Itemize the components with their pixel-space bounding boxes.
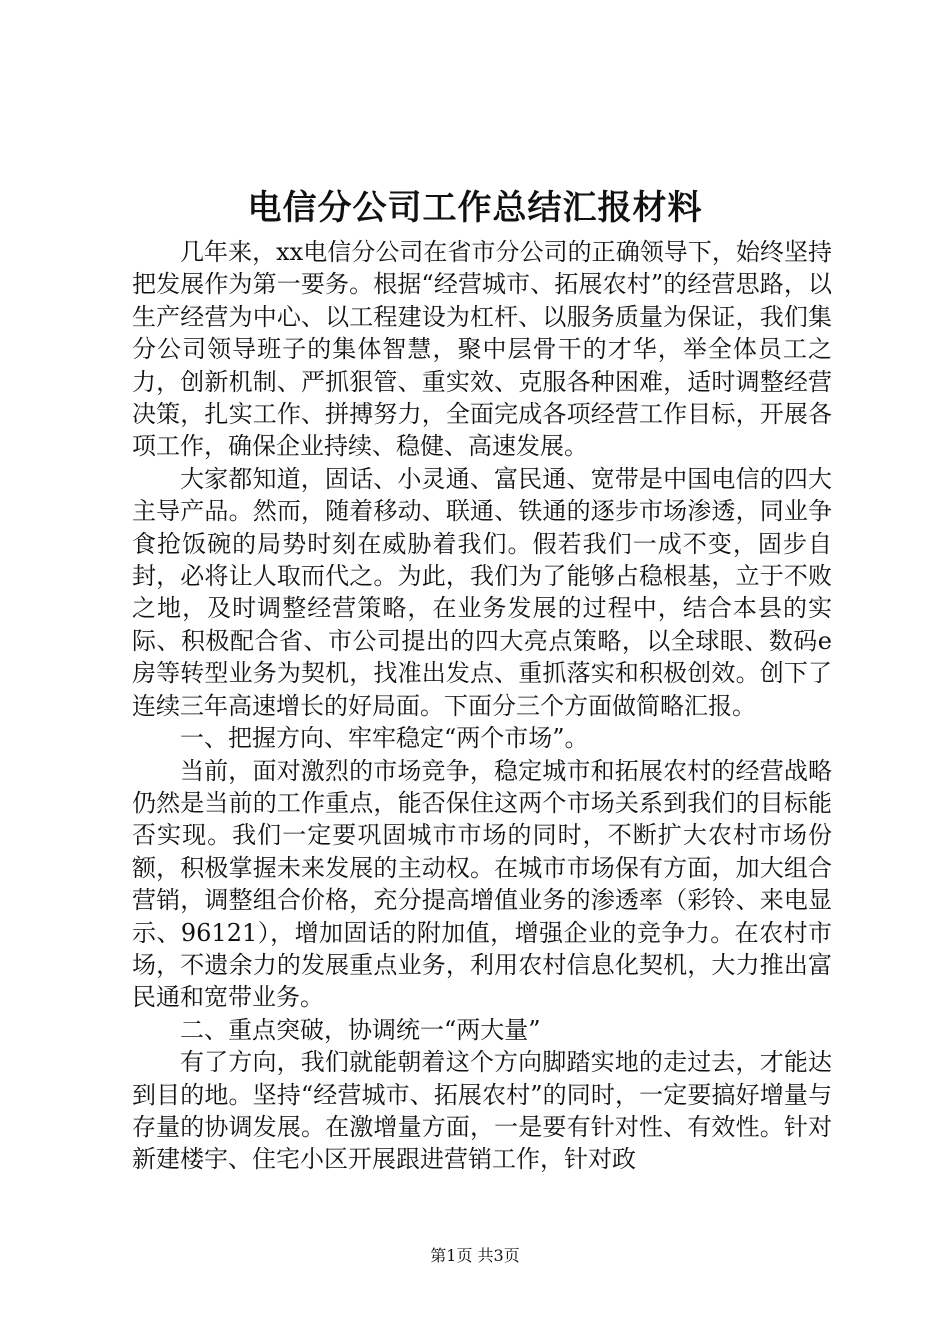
paragraph-background: 大家都知道，固话、小灵通、富民通、宽带是中国电信的四大主导产品。然而，随着移动、联通、铁通的逐步市场渗透，同业争食抢饭碗的局势时刻在威胁着我们。假若我们一成不变，固步自封，必将让人取而代之。为此，我们为了能够占稳根基，立于不败之地，及时调整经营策略，在业务发展的过程中，结合本县的实际、积极配合省、市公司提出的四大亮点策略，以全球眼、数码e房等转型业务为契机，找准出发点、重抓落实和积极创效。创下了连续三年高速增长的好局面。下面分三个方面做简略汇报。: [132, 464, 832, 720]
section-heading-1: 一、把握方向、牢牢稳定“两个市场”。: [180, 724, 589, 753]
section-heading-2: 二、重点突破，协调统一“两大量”: [180, 1015, 541, 1044]
document-body: [132, 236, 832, 1176]
page-footer: 第1页 共3页: [430, 1246, 520, 1265]
document-title: 电信分公司工作总结汇报材料: [247, 188, 703, 228]
paragraph-intro: 几年来，xx电信分公司在省市分公司的正确领导下，始终坚持把发展作为第一要务。根据“经营城市、拓展农村”的经营思路，以生产经营为中心、以工程建设为杠杆、以服务质量为保证，我们集分公司领导班子的集体智慧，聚中层骨干的才华，举全体员工之力，创新机制、严抓狠管、重实效、克服各种困难，适时调整经营决策，扎实工作、拼搏努力，全面完成各项经营工作目标，开展各项工作，确保企业持续、稳健、高速发展。: [132, 238, 832, 461]
paragraph-section-2: 有了方向，我们就能朝着这个方向脚踏实地的走过去，才能达到目的地。坚持“经营城市、拓展农村”的同时，一定要搞好增量与存量的协调发展。在激增量方面，一是要有针对性、有效性。针对新建楼宇、住宅小区开展跟进营销工作，针对政: [132, 1048, 832, 1174]
paragraph-section-1: 当前，面对激烈的市场竞争，稳定城市和拓展农村的经营战略仍然是当前的工作重点，能否保住这两个市场关系到我们的目标能否实现。我们一定要巩固城市市场的同时，不断扩大农村市场份额，积极掌握未来发展的主动权。在城市市场保有方面，加大组合营销，调整组合价格，充分提高增值业务的渗透率（彩铃、来电显示、96121），增加固话的附加值，增强企业的竞争力。在农村市场，不遗余力的发展重点业务，利用农村信息化契机，大力推出富民通和宽带业务。: [132, 756, 832, 1012]
